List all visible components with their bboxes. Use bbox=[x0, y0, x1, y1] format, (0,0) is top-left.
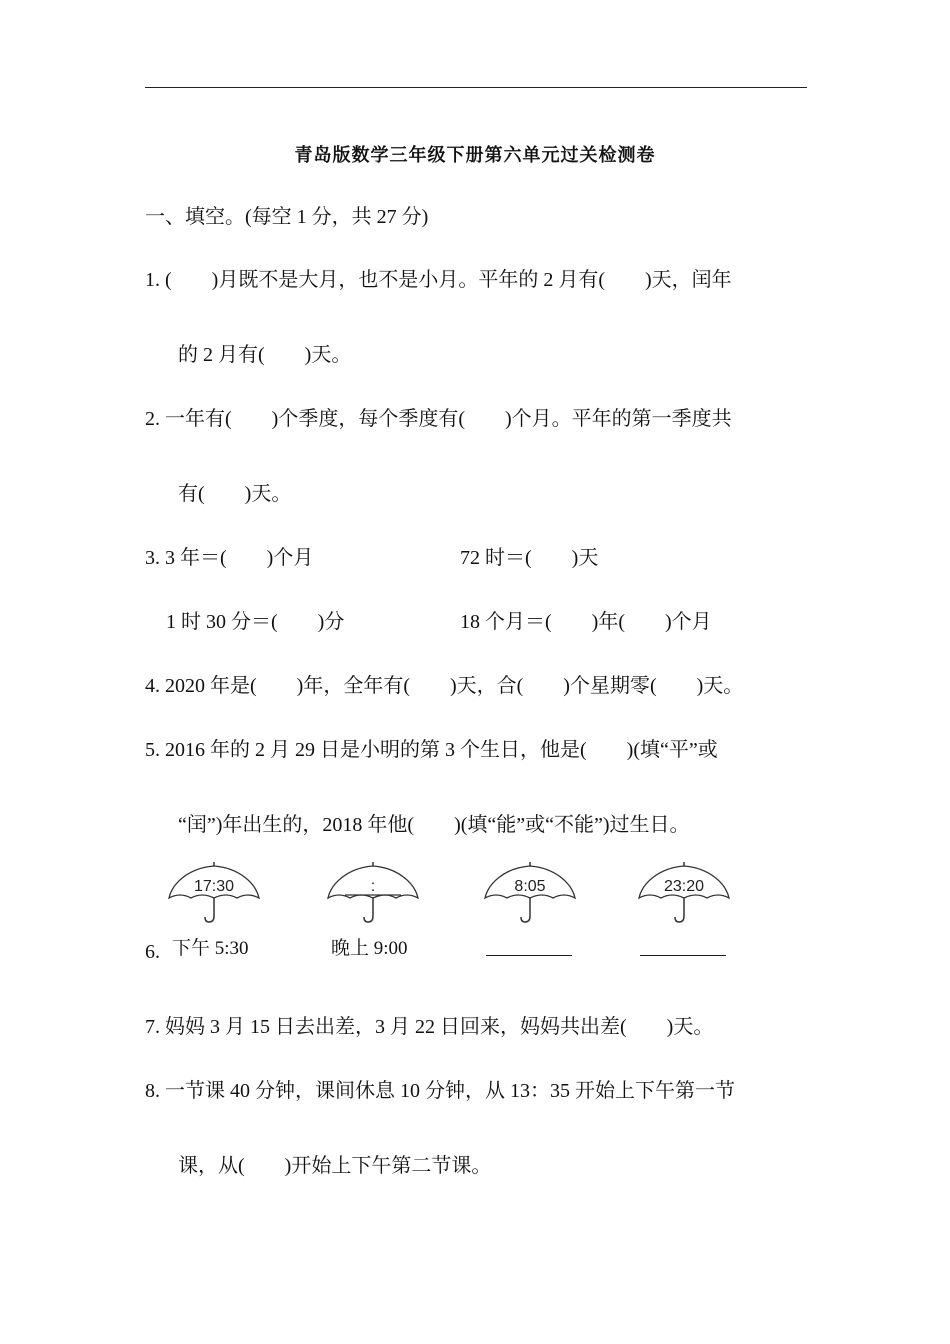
answer-blank-3[interactable] bbox=[486, 955, 572, 956]
umbrella-time: 23:20 bbox=[663, 878, 705, 895]
section-heading: 一、填空。(每空 1 分，共 27 分) bbox=[145, 206, 429, 228]
umbrella-4 bbox=[638, 860, 730, 930]
question-3-part-b: 72 时＝( )天 bbox=[460, 547, 599, 569]
question-5-line-1: 5. 2016 年的 2 月 29 日是小明的第 3 个生日，他是( )(填“平”或 bbox=[145, 739, 718, 761]
question-8-line-2: 课，从( )开始上下午第二节课。 bbox=[178, 1155, 492, 1177]
umbrella-time: 8:05 bbox=[514, 878, 546, 895]
umbrella-2-label: 晚上 9:00 bbox=[331, 938, 408, 959]
umbrella-3 bbox=[484, 860, 576, 930]
umbrella-2 bbox=[327, 860, 419, 930]
question-2-line-1: 2. 一年有( )个季度，每个季度有( )个月。平年的第一季度共 bbox=[145, 408, 732, 430]
question-8-line-1: 8. 一节课 40 分钟，课间休息 10 分钟，从 13：35 开始上下午第一节 bbox=[145, 1080, 735, 1102]
umbrella-icon bbox=[484, 860, 576, 930]
umbrella-icon bbox=[327, 860, 419, 930]
question-3-part-a: 3. 3 年＝( )个月 bbox=[145, 547, 314, 569]
question-2-line-2: 有( )天。 bbox=[178, 483, 292, 505]
question-3-part-d: 18 个月＝( )年( )个月 bbox=[460, 611, 712, 633]
question-6-number: 6. bbox=[145, 941, 160, 963]
umbrella-icon bbox=[638, 860, 730, 930]
question-7: 7. 妈妈 3 月 15 日去出差，3 月 22 日回来，妈妈共出差( )天。 bbox=[145, 1016, 714, 1038]
umbrella-1-label: 下午 5:30 bbox=[172, 938, 249, 959]
question-3-part-c: 1 时 30 分＝( )分 bbox=[166, 611, 345, 633]
question-1-line-1: 1. ( )月既不是大月，也不是小月。平年的 2 月有( )天，闰年 bbox=[145, 269, 732, 291]
umbrella-time: 17:30 bbox=[193, 878, 235, 895]
header-rule bbox=[145, 87, 807, 88]
answer-blank-4[interactable] bbox=[640, 955, 726, 956]
umbrella-time: : bbox=[370, 878, 376, 895]
question-4: 4. 2020 年是( )年，全年有( )天，合( )个星期零( )天。 bbox=[145, 675, 744, 697]
page-title: 青岛版数学三年级下册第六单元过关检测卷 bbox=[294, 145, 656, 166]
question-5-line-2: “闰”)年出生的，2018 年他( )(填“能”或“不能”)过生日。 bbox=[178, 814, 690, 836]
umbrella-1 bbox=[168, 860, 260, 930]
umbrella-icon bbox=[168, 860, 260, 930]
question-1-line-2: 的 2 月有( )天。 bbox=[178, 344, 352, 366]
